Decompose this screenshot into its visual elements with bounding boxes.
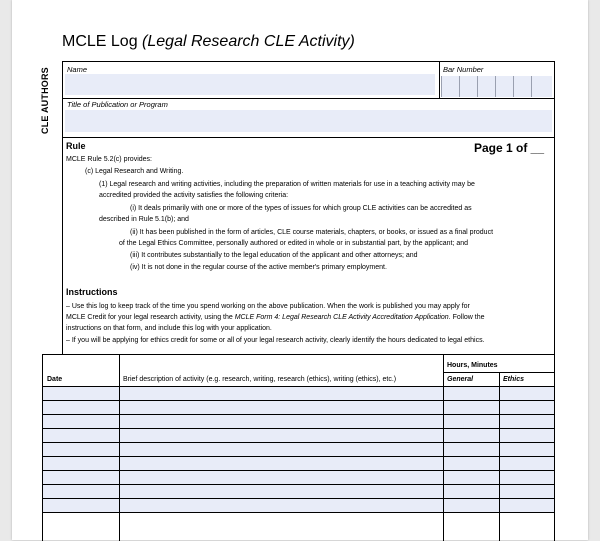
bar-number-cell[interactable]	[477, 76, 495, 97]
rule-line: (ii) It has been published in the form of articles, CLE course materials, chapters, or books, or issued as a final product	[130, 229, 494, 236]
name-field[interactable]	[65, 74, 435, 95]
publication-label: Title of Publication or Program	[67, 100, 168, 109]
ethics-header: Ethics	[503, 376, 525, 383]
bar-number-cell[interactable]	[441, 76, 459, 97]
instructions-heading: Instructions	[66, 287, 118, 297]
description-header: Brief description of activity (e.g. research, writing, research (ethics), writing (ethics), etc.)	[123, 376, 397, 383]
authors-section	[62, 61, 555, 138]
form-reference: MCLE Form 4: Legal Research CLE Activity Accreditation Application.	[234, 314, 451, 321]
instruction-line: instructions on that form, and include this log with your application.	[66, 325, 272, 332]
bar-number-cell[interactable]	[513, 76, 531, 97]
page-indicator: Page 1 of __	[473, 141, 544, 155]
column-divider	[499, 387, 500, 541]
general-header: General	[447, 376, 474, 383]
rule-line: MCLE Rule 5.2(c) provides:	[66, 156, 152, 163]
instruction-line: – Use this log to keep track of the time you spend working on the above publication. When the work is published you may apply for	[66, 303, 470, 310]
rule-instructions-section	[62, 136, 555, 354]
bar-number-cell[interactable]	[495, 76, 513, 97]
rule-heading: Rule	[66, 141, 86, 151]
activity-log-table	[42, 354, 555, 541]
instruction-line: – If you will be applying for ethics credit for some or all of your legal research activity, clearly identify the hours dedicated to legal ethics.	[66, 337, 485, 344]
rule-line: (iv) It is not done in the regular course of the active member's primary employment.	[130, 264, 387, 271]
rule-line: (i) It deals primarily with one or more of the types of issues for which group CLE activities can be accredited as	[130, 205, 472, 212]
publication-field[interactable]	[65, 110, 552, 132]
side-label-text: CLE AUTHORS	[40, 67, 50, 134]
bar-number-label: Bar Number	[443, 65, 484, 74]
hours-minutes-header: Hours, Minutes	[447, 362, 498, 369]
form-title	[62, 33, 355, 51]
rule-line: accredited provided the activity satisfies the following criteria:	[99, 192, 289, 199]
form-title-main: MCLE Log	[62, 33, 138, 50]
instruction-text: Follow the	[450, 314, 485, 321]
column-divider	[443, 387, 444, 541]
header-divider	[443, 372, 554, 373]
instruction-text: MCLE Credit for your legal research activity, using the	[66, 314, 235, 321]
name-divider	[439, 62, 440, 98]
column-divider	[119, 387, 120, 541]
rule-line: (iii) It contributes substantially to the legal education of the applicant and other attorneys; and	[130, 252, 418, 259]
section-divider	[63, 98, 554, 99]
bar-number-cell[interactable]	[531, 76, 552, 97]
rule-line: (c) Legal Research and Writing.	[85, 168, 184, 175]
name-label: Name	[67, 65, 88, 74]
rule-line: of the Legal Ethics Committee, personally authored or edited in whole or in substantial part, by the applicant; and	[119, 240, 469, 247]
bar-number-cell[interactable]	[459, 76, 477, 97]
date-header: Date	[47, 376, 63, 383]
rule-line: described in Rule 5.1(b); and	[99, 216, 189, 223]
rule-line: (1) Legal research and writing activities, including the preparation of written materials for use in a teaching activity may be	[99, 181, 475, 188]
instruction-line	[66, 314, 485, 321]
form-title-sub: (Legal Research CLE Activity)	[142, 33, 355, 50]
